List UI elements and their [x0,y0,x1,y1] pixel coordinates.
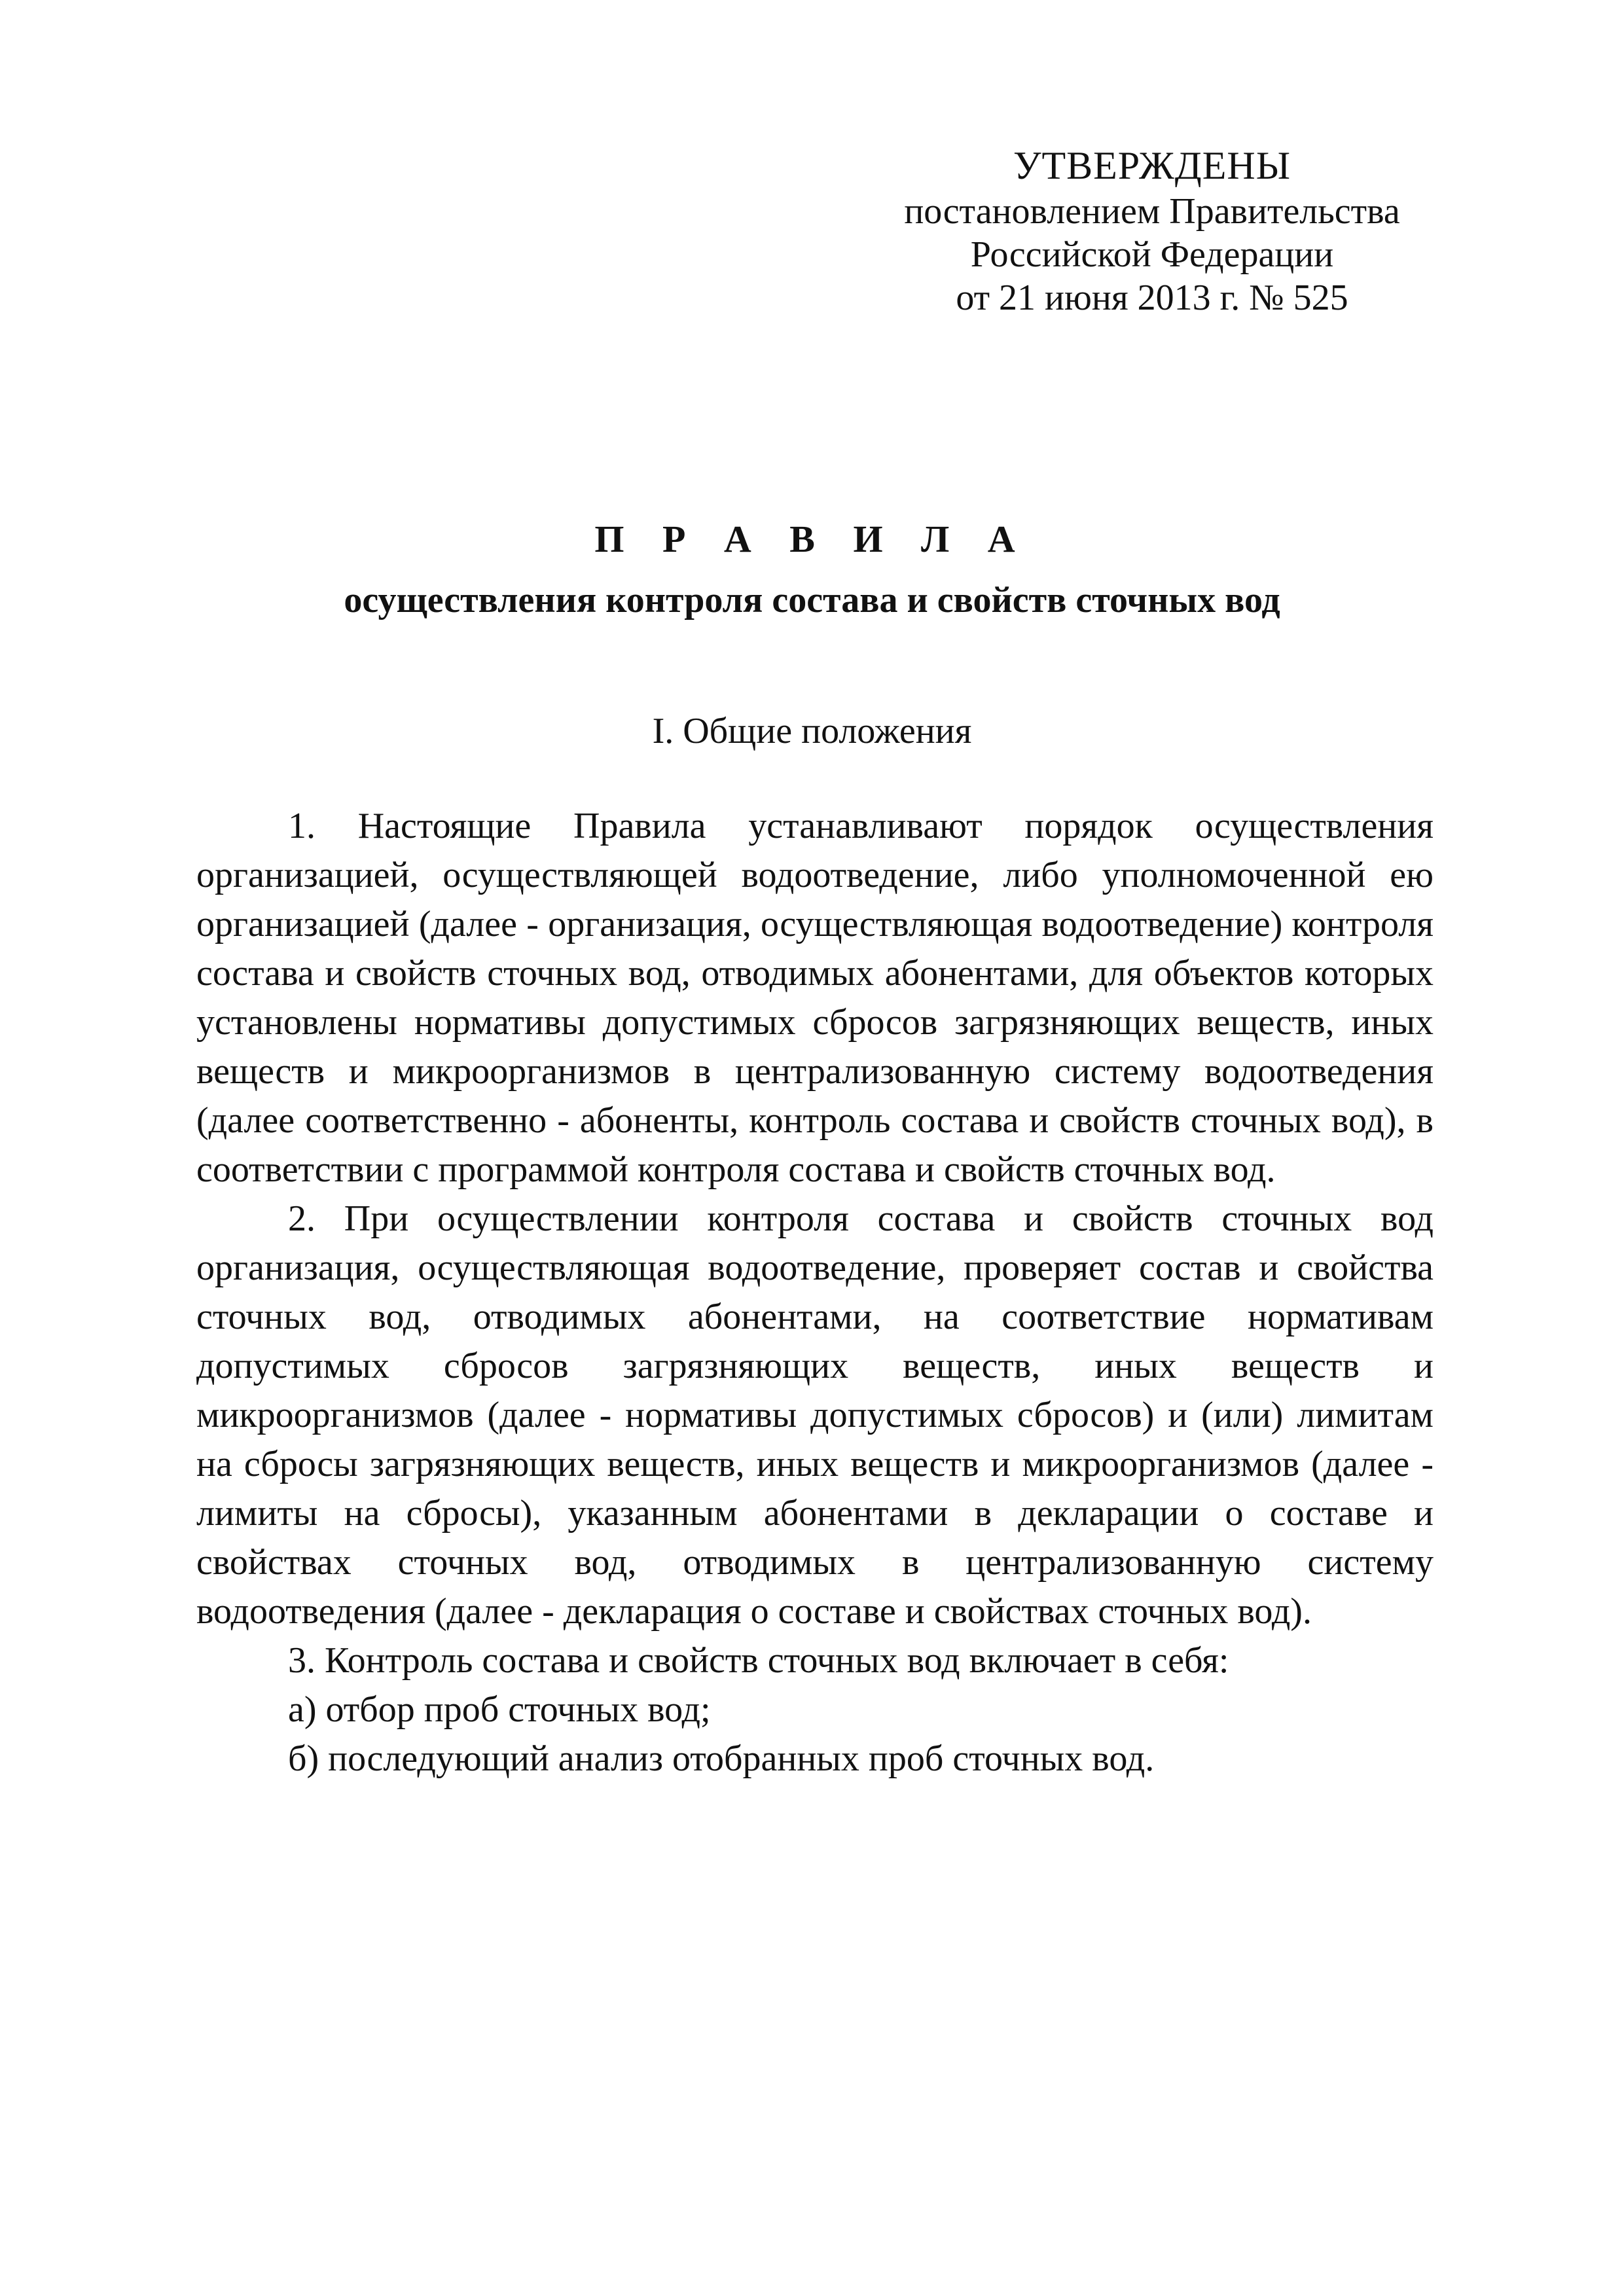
list-item-a: а) отбор проб сточных вод; [288,1689,711,1730]
approval-line-resolution: постановлением Правительства [904,191,1400,232]
approval-heading: УТВЕРЖДЕНЫ [1013,144,1291,187]
paragraph-1: 1. Настоящие Правила устанавливают порядок осуществления организацией, осуществляющей водоотведение, либо уполномоченной ею организацией (далее - организация, осуществляющая водоотведение) контроля состава и свойств сточных вод, отводимых абонентами, для объектов которых установлены нормативы допустимых сбросов загрязняющих веществ, иных веществ и микроорганизмов в централизованную систему водоотведения (далее соответственно - абоненты, контроль состава и свойств сточных вод), в соответствии с программой контроля состава и свойств сточных вод. [196,806,1434,1190]
document-body [196,802,1434,1784]
approval-line-federation: Российской Федерации [970,234,1334,275]
approval-block [857,144,1447,319]
list-item-b: б) последующий анализ отобранных проб сточных вод. [288,1738,1155,1779]
document-title: П Р А В И Л А [594,518,1030,560]
paragraph-3: 3. Контроль состава и свойств сточных вод включает в себя: [288,1640,1229,1681]
approval-line-date-number: от 21 июня 2013 г. № 525 [956,278,1348,318]
document-subtitle: осуществления контроля состава и свойств сточных вод [344,580,1280,620]
section-heading: I. Общие положения [652,711,972,751]
paragraph-2: 2. При осуществлении контроля состава и свойств сточных вод организация, осуществляющая водоотведение, проверяет состав и свойства сточных вод, отводимых абонентами, на соответствие нормативам допустимых сбросов загрязняющих веществ, иных веществ и микроорганизмов (далее - нормативы допустимых сбросов) и (или) лимитам на сбросы загрязняющих веществ, иных веществ и микроорганизмов (далее - лимиты на сбросы), указанным абонентами в декларации о составе и свойствах сточных вод, отводимых в централизованную систему водоотведения (далее - декларация о составе и свойствах сточных вод). [196,1198,1434,1632]
